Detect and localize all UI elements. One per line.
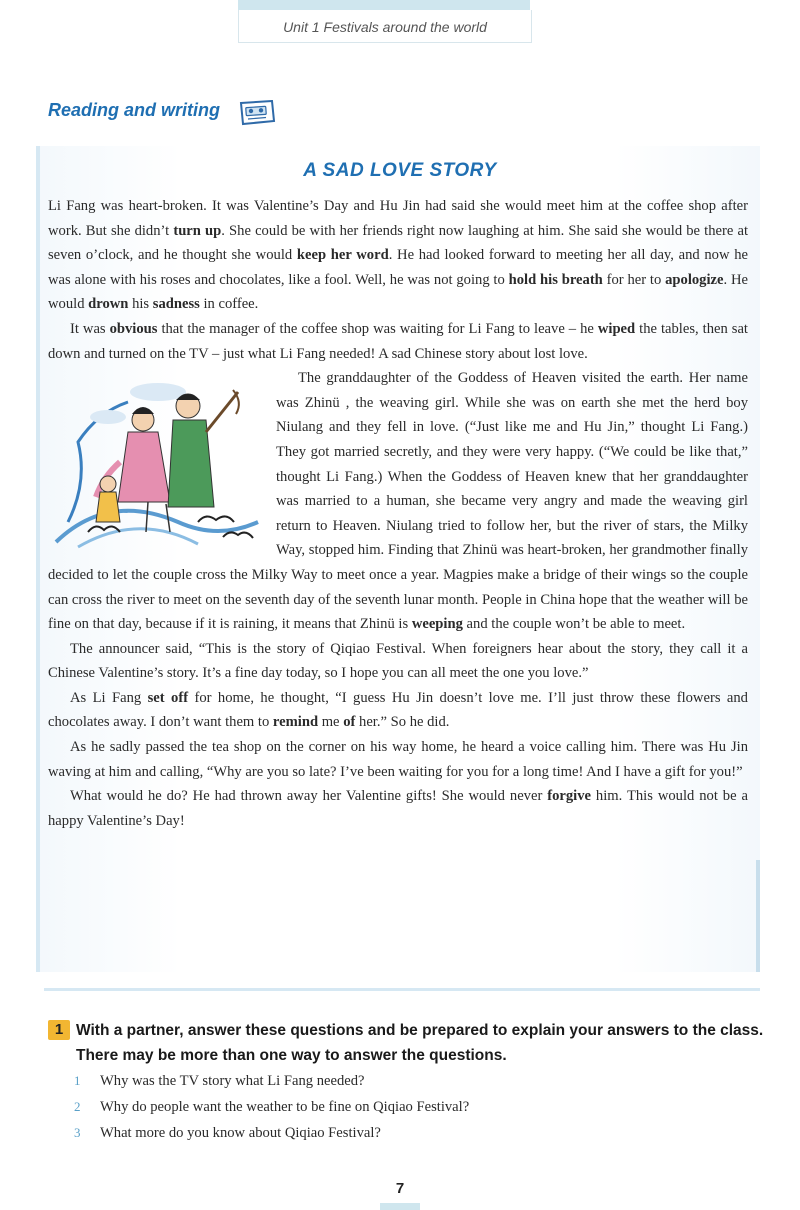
story-text-run: Li Fang was heart-broken. It was Valentine’s Day and Hu Jin had said she would meet him at the coffee shop after work. But she didn’t — [48, 198, 748, 239]
question-item — [74, 1068, 469, 1094]
vocab-term: drown — [88, 296, 129, 313]
story-text-run: . She could be with her friends right now laughing at him. She said she would be there at seven o’clock, and he thought she would — [48, 222, 748, 264]
story-bottom-rule — [44, 988, 760, 991]
question-number: 1 — [74, 1073, 81, 1088]
story-paragraph — [48, 686, 748, 735]
story-text-run: As Li Fang — [70, 689, 148, 706]
question-text: Why do people want the weather to be fine on Qiqiao Festival? — [100, 1099, 470, 1115]
story-text-run: that the manager of the coffee shop was waiting for Li Fang to leave – he — [157, 320, 598, 337]
page-number-bar — [380, 1203, 420, 1210]
vocab-term: set off — [147, 689, 189, 706]
vocab-term: forgive — [547, 788, 591, 805]
story-text-run: him. This would not be a happy Valentine’s Day! — [48, 788, 748, 829]
cassette-tape-icon — [236, 100, 276, 126]
vocab-term: weeping — [411, 616, 463, 633]
story-text-run: . He had looked forward to meeting her all day, and now he was alone with his roses and chocolates, like a fool. Well, he was not going to — [48, 247, 748, 288]
vocab-term: remind — [272, 714, 319, 731]
story-paragraph — [48, 784, 748, 833]
vocab-term: of — [343, 714, 356, 731]
story-paragraph — [48, 637, 748, 686]
vocab-term: sadness — [152, 296, 200, 313]
story-text-run: It was — [70, 320, 110, 337]
header-band — [238, 0, 530, 10]
story-left-rule — [36, 146, 40, 972]
story-text-run: his — [128, 296, 153, 313]
story-body — [48, 194, 748, 833]
vocab-term: turn up — [173, 222, 222, 239]
exercise-number-badge: 1 — [48, 1020, 70, 1040]
story-text-run: The granddaughter of the Goddess of Heaven visited the earth. Her name was Zhinü , the weaving girl. While she was on earth she met the herd boy Niulang and they fell in love. (“Just like me and Hu Jin,” thought Li Fang.) They got married secretly, and they were very happy. (“We could be like that,” thought Li Fang.) When the Goddess of Heaven knew that her granddaughter was married to a human, she became very angry and made the weaving girl return to Heaven. Niulang tried to follow her, but the river of stars, the Milky Way, stopped him. Finding that Zhinü was heart-broken, her grandmother finally decided to let the couple cross the Milky Way to meet once a year. Magpies make a bridge of their wings so the couple can cross the river to meet on the seventh day of the seventh lunar month. People in China hope that the weather will be fine on that day, because if it is raining, it means that Zhinü is — [48, 370, 748, 633]
story-text-run: me — [318, 714, 344, 731]
question-number: 2 — [74, 1099, 81, 1114]
unit-header: Unit 1 Festivals around the world — [238, 10, 532, 43]
story-text-run: for home, he thought, “I guess Hu Jin doesn’t love me. I’ll just throw these flowers and chocolates away. I don’t want them to — [48, 689, 748, 731]
question-number: 3 — [74, 1125, 81, 1140]
vocab-term: apologize — [665, 271, 724, 288]
story-paragraph — [48, 366, 748, 637]
story-paragraph — [48, 735, 748, 784]
question-text: Why was the TV story what Li Fang needed? — [100, 1073, 365, 1089]
story-paragraph — [48, 317, 748, 366]
question-item — [74, 1120, 469, 1146]
vocab-term: keep her word — [296, 247, 389, 264]
section-heading: Reading and writing — [48, 100, 221, 120]
story-text-run: for her to — [602, 271, 666, 288]
question-text: What more do you know about Qiqiao Festival? — [100, 1125, 381, 1141]
qiqiao-illustration — [48, 372, 266, 557]
vocab-term: hold his breath — [508, 271, 603, 288]
story-text-run: her.” So he did. — [355, 714, 450, 731]
story-text-run: and the couple won’t be able to meet. — [462, 616, 686, 633]
vocab-term: obvious — [109, 320, 158, 337]
vocab-term: wiped — [597, 320, 636, 337]
question-list — [74, 1068, 469, 1146]
question-item — [74, 1094, 469, 1120]
story-right-rule — [756, 860, 760, 972]
story-title: A SAD LOVE STORY — [303, 160, 497, 181]
story-text-run: The announcer said, “This is the story of Qiqiao Festival. When foreigners hear about the story, they call it a Chinese Valentine’s story. It’s a fine day today, so I hope you can all meet the one you love.” — [48, 640, 748, 682]
story-text-run: the tables, then sat down and turned on the TV – just what Li Fang needed! A sad Chinese story about lost love. — [48, 320, 748, 362]
story-text-run: . He would — [48, 271, 748, 313]
exercise-instruction: With a partner, answer these questions and be prepared to explain your answers to the class. There may be more than one way to answer the questions. — [76, 1022, 764, 1064]
story-text-run: As he sadly passed the tea shop on the corner on his way home, he heard a voice calling him. There was Hu Jin waving at him and calling, “Why are you so late? I’ve been waiting for you for a long time! And I have a gift for you!” — [48, 739, 748, 780]
story-text-run: in coffee. — [199, 296, 259, 313]
story-text-run: What would he do? He had thrown away her Valentine gifts! She would never — [70, 788, 548, 805]
story-paragraph — [48, 194, 748, 317]
page-number: 7 — [395, 1180, 405, 1197]
